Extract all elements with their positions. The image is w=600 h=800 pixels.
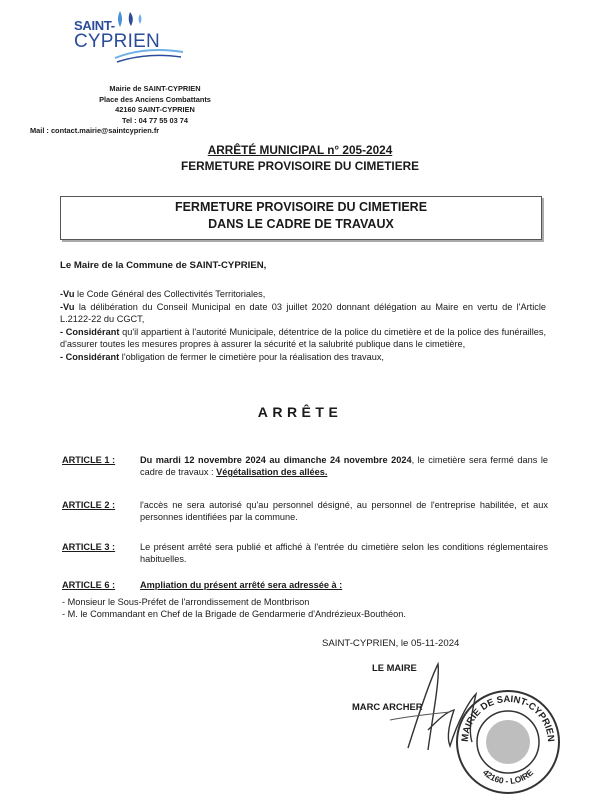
recipients-list	[62, 597, 552, 621]
seal-text-bottom: 42160 - LOIRE	[480, 767, 536, 787]
arrete-heading: ARRÊTE	[257, 404, 343, 420]
seal-text-top: MAIRIE DE SAINT-CYPRIEN	[459, 693, 557, 743]
visa-item: -Vu la délibération du Conseil Municipal en date 03 juillet 2020 donnant délégation au Maire en vertu de l'Article L.2122-22 du CGCT,	[60, 301, 546, 324]
svg-text:42160 - LOIRE	[481, 767, 536, 786]
decree-number: ARRÊTÉ MUNICIPAL n° 205-2024	[207, 143, 393, 157]
visas-list	[60, 289, 546, 365]
article-label: ARTICLE 3 :	[62, 542, 116, 552]
subject-line2: DANS LE CADRE DE TRAVAUX	[208, 216, 394, 231]
visa-item: - Considérant qu'il appartient à l'autorité Municipale, détentrice de la police du cimetière et de la police des funérailles, d'assurer toutes les mesures propres à assurer la sécurité et la salubrité publique dans le cimetière,	[60, 326, 547, 349]
mayor-intro: Le Maire de la Commune de SAINT-CYPRIEN,	[60, 260, 267, 271]
visa-item: -Vu le Code Général des Collectivités Territoriales,	[60, 289, 266, 299]
article-text: Du mardi 12 novembre 2024 au dimanche 24 novembre 2024, le cimetière sera fermé dans le cadre de travaux : Végétalisation des allées.	[140, 455, 548, 477]
subject-box	[60, 196, 542, 240]
logo-text-line2: CYPRIEN	[74, 31, 160, 52]
article-text: Le présent arrêté sera publié et affiché à l'entrée du cimetière selon les conditions réglementaires habituelles.	[140, 542, 548, 564]
town-logo	[60, 8, 190, 68]
article-text: l'accès ne sera autorisé qu'au personnel désigné, au personnel de l'entreprise habilitée, et aux personnes identifiées par la commune.	[140, 500, 548, 522]
article-3	[62, 542, 548, 566]
article-label: ARTICLE 2 :	[62, 500, 116, 510]
article-text: Ampliation du présent arrêté sera adressée à :	[140, 580, 343, 590]
decree-subject: FERMETURE PROVISOIRE DU CIMETIERE	[181, 158, 419, 173]
article-label: ARTICLE 6 :	[62, 580, 116, 590]
contact-name: Mairie de SAINT-CYPRIEN	[109, 84, 201, 93]
contact-mail: Mail : contact.mairie@saintcyprien.fr	[30, 126, 160, 136]
recipient-item: - M. le Commandant en Chef de la Brigade de Gendarmerie d'Andrézieux-Bouthéon.	[62, 608, 406, 619]
town-hall-contact	[30, 84, 250, 137]
contact-street: Place des Anciens Combattants	[99, 94, 211, 104]
article-1	[62, 455, 548, 479]
official-seal	[454, 688, 562, 796]
contact-tel: Tel : 04 77 55 03 74	[121, 115, 188, 125]
recipient-item: - Monsieur le Sous-Préfet de l'arrondissement de Montbrison	[62, 597, 310, 607]
signatory-title: LE MAIRE	[372, 662, 417, 673]
visa-item: - Considérant l'obligation de fermer le cimetière pour la réalisation des travaux,	[60, 351, 384, 362]
subject-line1: FERMETURE PROVISOIRE DU CIMETIERE	[174, 200, 428, 214]
decree-title	[0, 143, 600, 175]
article-2	[62, 500, 548, 524]
logo-text-line1: SAINT-	[74, 18, 115, 33]
contact-city: 42160 SAINT-CYPRIEN	[115, 105, 195, 115]
place-and-date: SAINT-CYPRIEN, le 05-11-2024	[322, 638, 460, 649]
article-6	[62, 580, 548, 592]
article-label: ARTICLE 1 :	[62, 455, 116, 465]
signatory-name: MARC ARCHER	[352, 701, 423, 712]
